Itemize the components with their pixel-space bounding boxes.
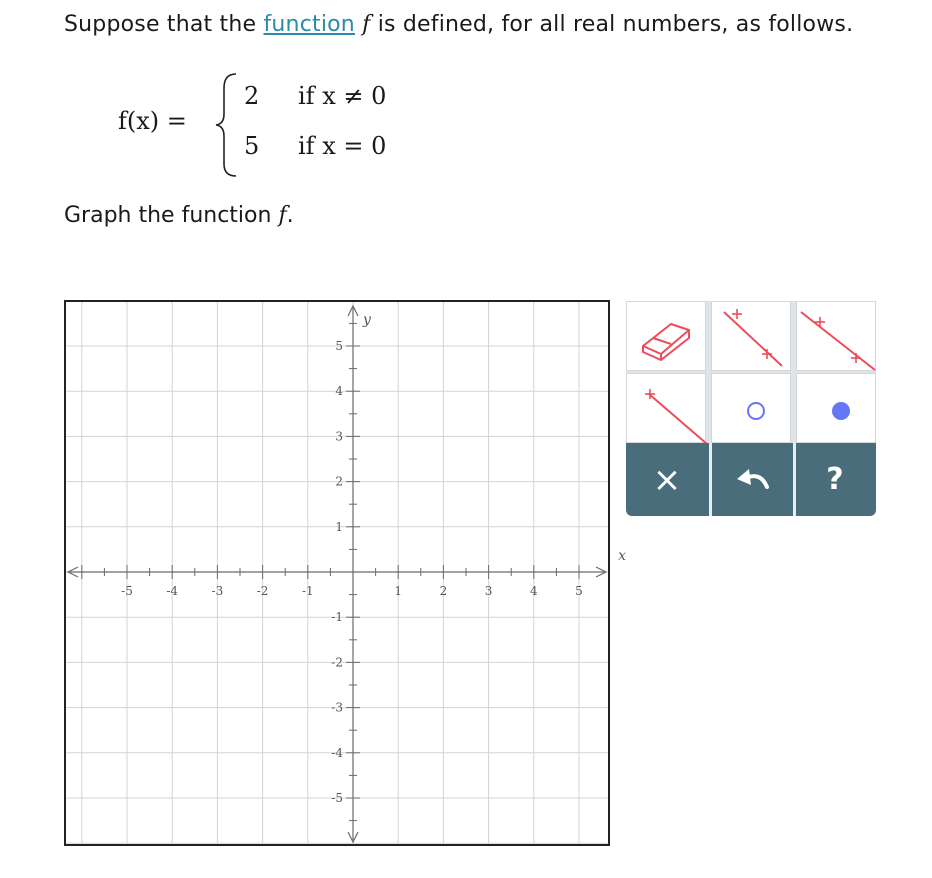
eraser-tool[interactable] bbox=[626, 301, 706, 371]
line-icon bbox=[797, 302, 877, 372]
instruction bbox=[64, 203, 294, 228]
tool-palette bbox=[626, 301, 876, 516]
function-link[interactable]: function bbox=[263, 12, 355, 37]
instruction-text: Graph the function bbox=[64, 203, 279, 228]
ray-tool[interactable] bbox=[626, 373, 706, 443]
x-tick-label: -4 bbox=[166, 584, 179, 598]
x-tick-label: -5 bbox=[121, 584, 133, 598]
case1-condition: if x ≠ 0 bbox=[298, 82, 387, 110]
open-point-icon bbox=[712, 374, 792, 444]
problem-text-before: Suppose that the bbox=[64, 12, 264, 37]
ray-icon bbox=[627, 374, 707, 444]
case2-condition: if x = 0 bbox=[298, 132, 387, 160]
y-tick-label: 2 bbox=[335, 474, 343, 489]
action-bar bbox=[626, 443, 876, 516]
case1-value: 2 bbox=[244, 82, 260, 110]
undo-button[interactable] bbox=[712, 443, 794, 516]
problem-statement bbox=[64, 12, 853, 37]
eraser-icon bbox=[627, 302, 707, 372]
y-tick-label: 5 bbox=[335, 339, 343, 353]
y-axis-label: y bbox=[363, 312, 371, 328]
tick-labels bbox=[121, 312, 626, 805]
y-tick-label: -1 bbox=[331, 610, 343, 625]
line-tool[interactable] bbox=[796, 301, 876, 371]
segment-icon bbox=[712, 302, 792, 372]
closed-point-icon bbox=[797, 374, 877, 444]
x-tick-label: 3 bbox=[484, 584, 493, 598]
open-point-tool[interactable] bbox=[711, 373, 791, 443]
clear-button[interactable] bbox=[626, 443, 708, 516]
help-button[interactable] bbox=[794, 443, 876, 516]
help-icon: ? bbox=[826, 462, 844, 497]
y-tick-label: 3 bbox=[335, 429, 343, 444]
x-axis-label: x bbox=[618, 548, 627, 564]
y-tick-label: -2 bbox=[331, 655, 343, 670]
close-icon: × bbox=[652, 459, 682, 500]
graph-border bbox=[65, 301, 609, 845]
function-name: f bbox=[362, 12, 371, 37]
left-brace bbox=[212, 70, 240, 180]
instruction-end: . bbox=[286, 203, 294, 228]
y-tick-label: 1 bbox=[335, 519, 343, 534]
instruction-function-name: f bbox=[278, 203, 287, 228]
problem-text-after: is defined, for all real numbers, as follows. bbox=[370, 12, 854, 37]
segment-tool[interactable] bbox=[711, 301, 791, 371]
closed-point-tool[interactable] bbox=[796, 373, 876, 443]
case2-value: 5 bbox=[244, 132, 260, 160]
y-tick-label: -4 bbox=[331, 745, 343, 760]
x-tick-label: -2 bbox=[256, 584, 269, 598]
x-tick-label: 5 bbox=[575, 584, 583, 598]
definition-lhs: f(x) = bbox=[118, 107, 187, 135]
x-tick-label: 1 bbox=[394, 584, 403, 598]
y-tick-label: -5 bbox=[331, 791, 343, 805]
x-tick-label: 4 bbox=[529, 584, 538, 598]
x-tick-label: -1 bbox=[301, 584, 314, 598]
graph-canvas[interactable] bbox=[64, 300, 627, 848]
x-tick-label: -3 bbox=[211, 584, 224, 598]
x-tick-label: 2 bbox=[439, 584, 448, 598]
undo-icon bbox=[733, 465, 773, 495]
y-tick-label: 4 bbox=[335, 384, 343, 399]
y-tick-label: -3 bbox=[331, 700, 343, 715]
